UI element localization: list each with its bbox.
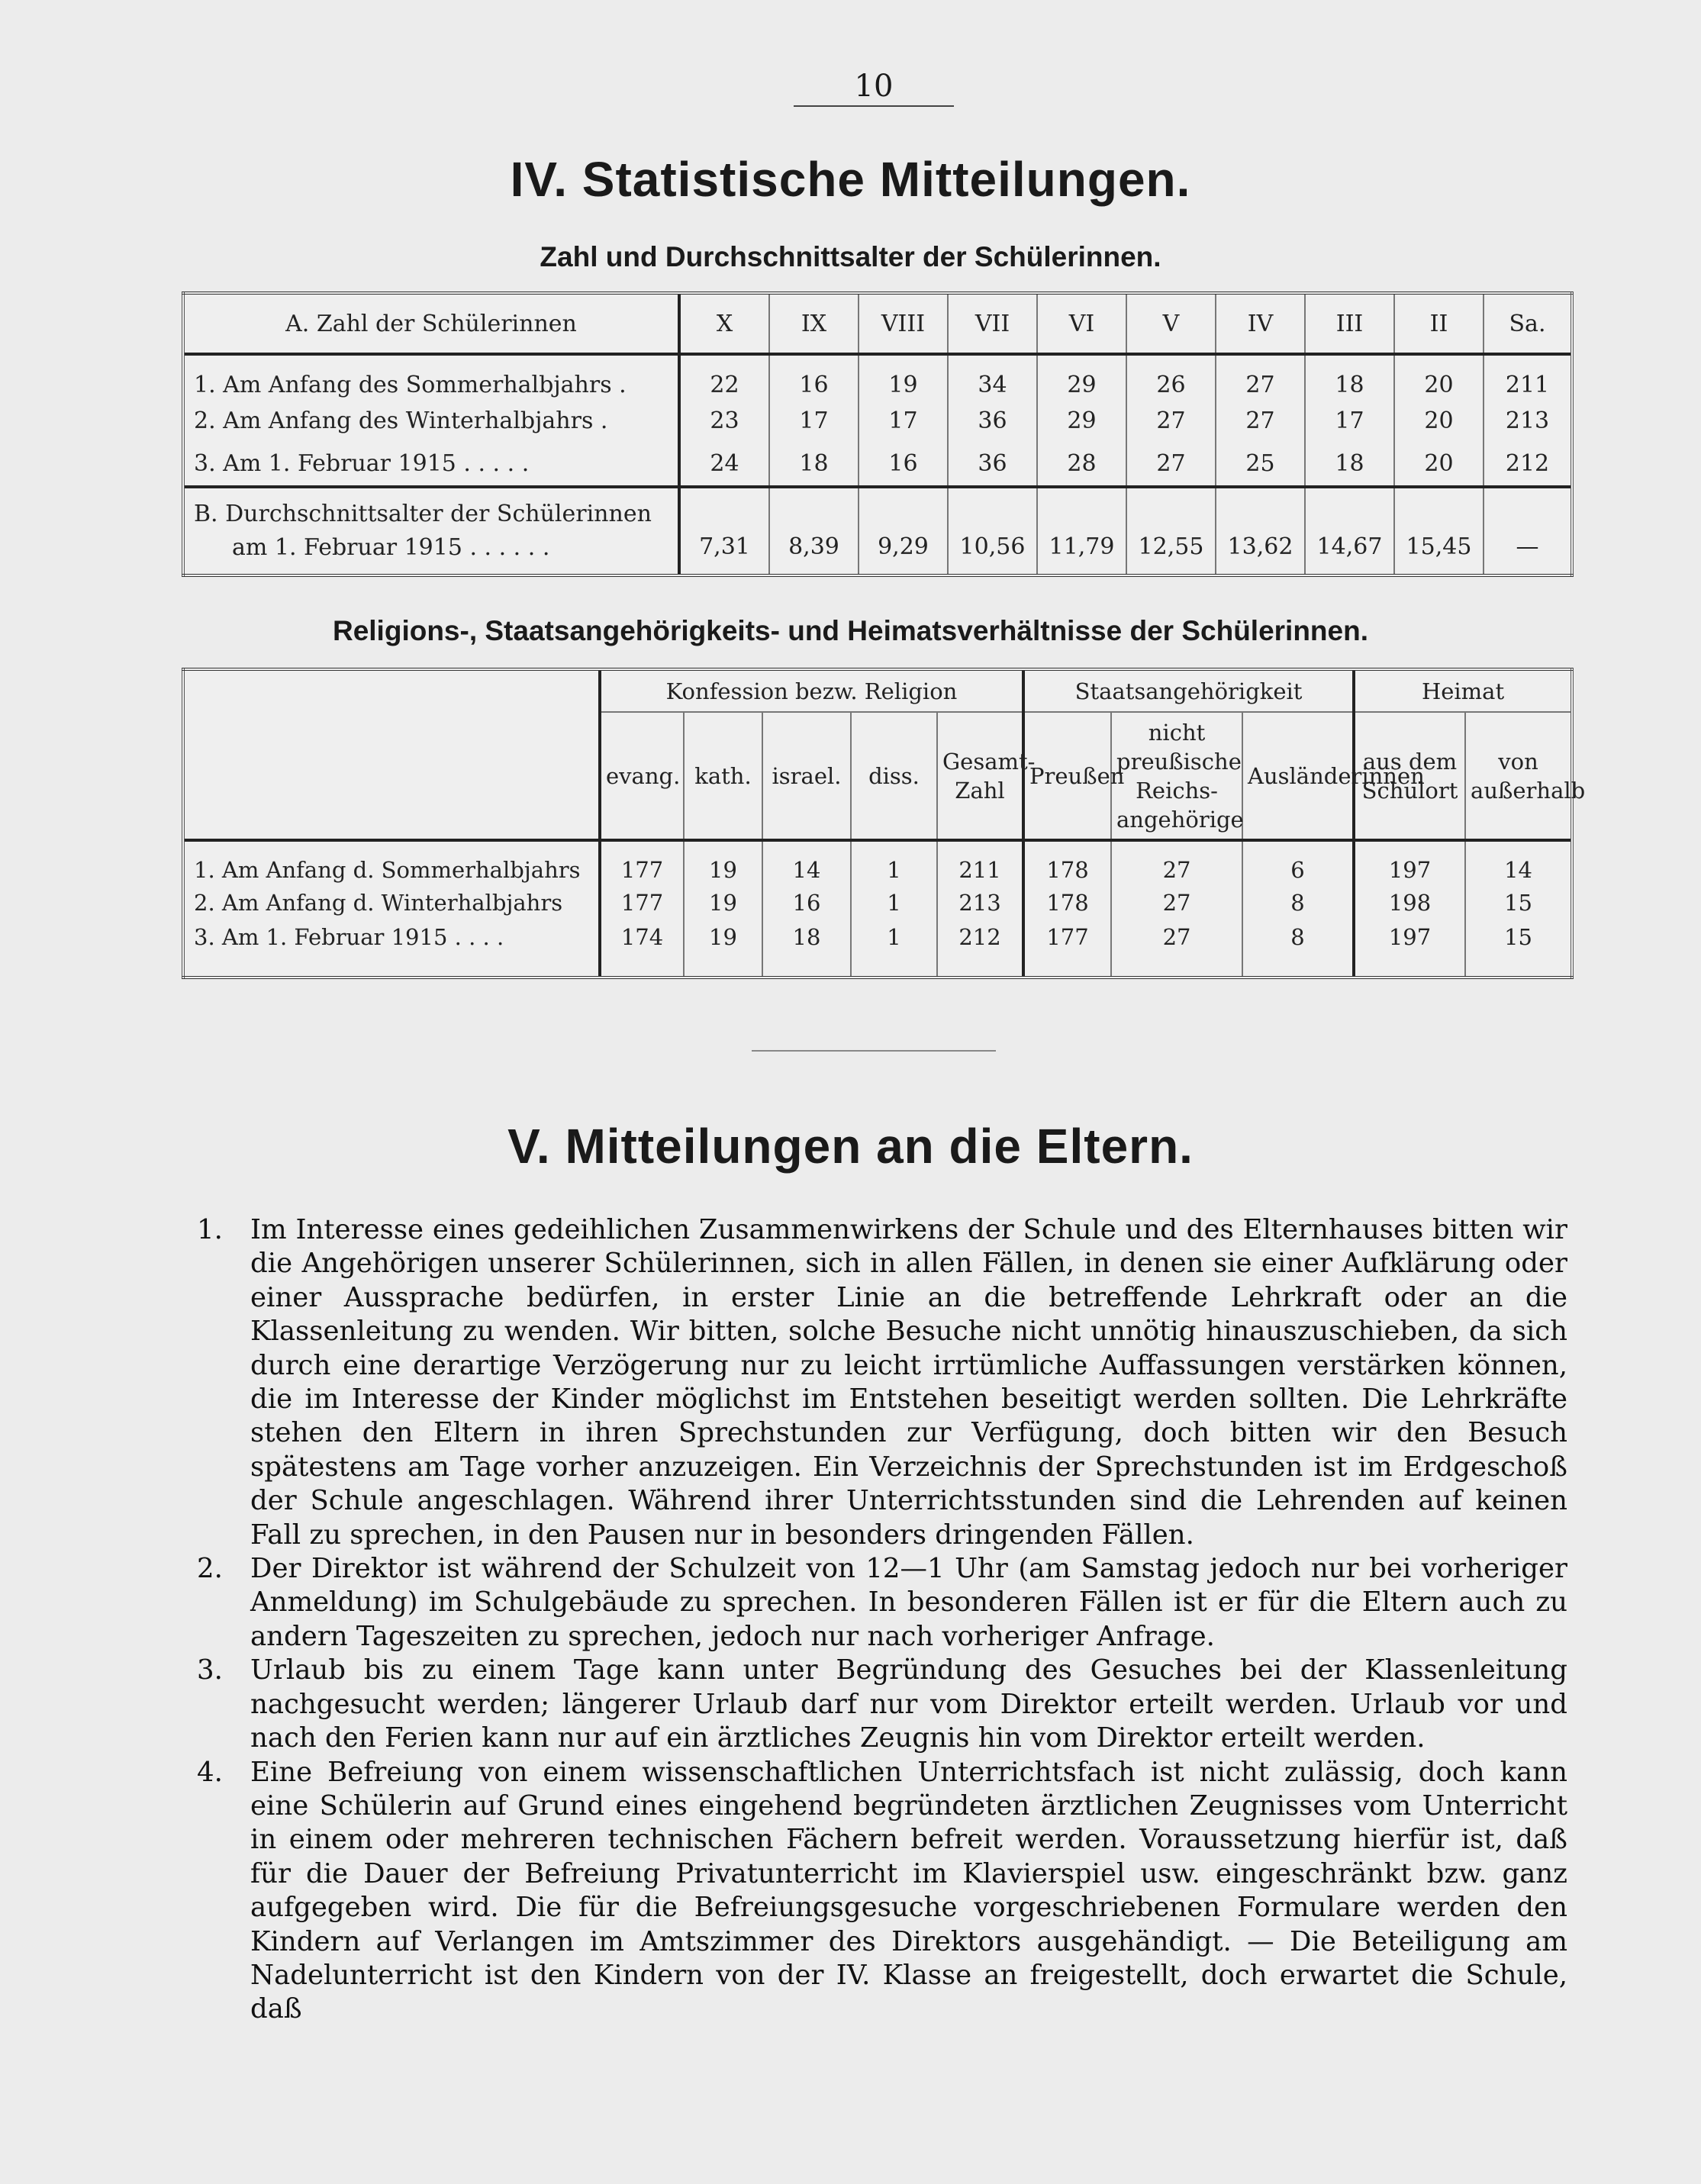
table-cell: 8 — [1242, 920, 1354, 978]
table-cell: 27 — [1216, 400, 1305, 441]
table-cell: 29 — [1037, 400, 1126, 441]
table-cell: 10,56 — [948, 487, 1037, 575]
group-header-religion: Konfession bezw. Religion — [600, 669, 1023, 712]
row-label — [183, 487, 679, 575]
paragraph-text: Urlaub bis zu einem Tage kann unter Begründung des Gesuches bei der Klassenleitung nachgesucht werden; längerer Urlaub darf nur vom Direktor erteilt werden. Urlaub vor und nach den Ferien kann nur auf ein ärztliches Zeugnis hin vom Direktor erteilt werden. — [250, 1654, 1567, 1754]
table-cell: 27 — [1126, 441, 1216, 487]
parent-notices-list — [197, 1213, 1567, 2027]
table-cell: 19 — [684, 920, 762, 978]
table2-col-header: Ausländerinnen — [1242, 712, 1354, 840]
table-cell: 174 — [600, 920, 684, 978]
table-cell: 177 — [600, 886, 684, 920]
table1-col-header: VII — [948, 293, 1037, 354]
row-label: 2. Am Anfang d. Winterhalbjahrs — [183, 886, 600, 920]
section4-title: IV. Statistische Mitteilungen. — [510, 152, 1191, 207]
list-item — [197, 1654, 1567, 1755]
table-cell: — — [1484, 487, 1572, 575]
table2-col-header: von außerhalb — [1465, 712, 1572, 840]
table-cell: 16 — [859, 441, 948, 487]
table1-col-header: II — [1394, 293, 1484, 354]
table-cell: 211 — [1484, 354, 1572, 400]
paragraph-text: Im Interesse eines gedeihlichen Zusammenwirkens der Schule und des Elternhauses bitten wir die Angehörigen unserer Schülerinnen, sich in allen Fällen, in denen sie einer Aufklärung oder einer Aussprache bedürfen, in erster Linie an die betreffende Lehrkraft oder an die Klassenleitung zu wenden. Wir bitten, solche Besuche nicht unnötig hinauszuschieben, da sich durch eine derartige Verzögerung nur zu leicht irrtümliche Auffassungen verstärken können, die im Interesse der Kinder möglichst im Entstehen beseitigt werden sollten. Die Lehrkräfte stehen den Eltern in ihren Sprechstunden zur Verfügung, doch bitten wir den Besuch spätestens am Tage vorher anzuzeigen. Ein Verzeichnis der Sprechstunden ist im Erdgeschoß der Schule angeschlagen. Während ihrer Unterrichtsstunden sind die Lehrenden auf keinen Fall zu sprechen, in den Pausen nur in besonders dringenden Fällen. — [250, 1214, 1567, 1551]
table-cell: 8 — [1242, 886, 1354, 920]
table2-col-header: aus dem Schulort — [1354, 712, 1465, 840]
paragraph-number: 1. — [197, 1214, 223, 1245]
table-cell: 213 — [937, 886, 1023, 920]
table-pupil-count — [182, 292, 1574, 577]
table-cell: 18 — [1305, 354, 1394, 400]
row-label: 3. Am 1. Februar 1915 . . . . . — [183, 441, 679, 487]
paragraph-number: 2. — [197, 1553, 223, 1585]
table1-col-header: X — [679, 293, 769, 354]
table-cell: 29 — [1037, 354, 1126, 400]
table-cell: 20 — [1394, 441, 1484, 487]
row-label: 3. Am 1. Februar 1915 . . . . — [183, 920, 600, 978]
table-cell: 18 — [762, 920, 851, 978]
table2-empty-corner — [183, 669, 600, 840]
table-row — [183, 441, 1572, 487]
table-cell: 1 — [851, 920, 937, 978]
table-cell: 198 — [1354, 886, 1465, 920]
table-cell: 178 — [1023, 886, 1111, 920]
table2-col-header: nicht preußische Reichs-angehörige — [1111, 712, 1242, 840]
table-cell: 19 — [684, 886, 762, 920]
table-cell: 25 — [1216, 441, 1305, 487]
table1-header-label: A. Zahl der Schülerinnen — [183, 293, 679, 354]
table-cell: 22 — [679, 354, 769, 400]
table-cell: 8,39 — [769, 487, 859, 575]
table-row — [183, 400, 1572, 441]
table1-col-header: III — [1305, 293, 1394, 354]
table-cell: 13,62 — [1216, 487, 1305, 575]
table1-title: Zahl und Durchschnittsalter der Schülerinnen. — [540, 241, 1161, 272]
table-cell: 9,29 — [859, 487, 948, 575]
table-cell: 197 — [1354, 920, 1465, 978]
table-cell: 26 — [1126, 354, 1216, 400]
table-cell: 16 — [769, 354, 859, 400]
table-cell: 177 — [1023, 920, 1111, 978]
table2-col-header: kath. — [684, 712, 762, 840]
table-cell: 18 — [1305, 441, 1394, 487]
table1-col-header: IX — [769, 293, 859, 354]
list-item — [197, 1213, 1567, 1552]
table-cell: 6 — [1242, 840, 1354, 886]
table-cell: 14 — [1465, 840, 1572, 886]
table-cell: 211 — [937, 840, 1023, 886]
group-header-home: Heimat — [1354, 669, 1572, 712]
table-cell: 14 — [762, 840, 851, 886]
table-cell: 1 — [851, 886, 937, 920]
table-cell: 36 — [948, 400, 1037, 441]
table2-col-header: Gesamt-Zahl — [937, 712, 1023, 840]
table-row — [183, 354, 1572, 400]
table-cell: 27 — [1111, 920, 1242, 978]
table-row — [183, 886, 1572, 920]
table-cell: 20 — [1394, 354, 1484, 400]
table-row-average-age — [183, 487, 1572, 575]
table-cell: 212 — [937, 920, 1023, 978]
paragraph-text: Eine Befreiung von einem wissenschaftlichen Unterrichtsfach ist nicht zulässig, doch kann eine Schülerin auf Grund eines eingehend begründeten ärztlichen Zeugnisses vom Unterricht in einem oder mehreren technischen Fächern befreit werden. Voraussetzung hierfür ist, daß für die Dauer der Befreiung Privatunterricht im Klavierspiel usw. eingeschränkt bzw. ganz aufgegeben wird. Die für die Befreiungsgesuche vorgeschriebenen Formulare werden den Kindern auf Verlangen im Amtszimmer des Direktors ausgehändigt. — Die Beteiligung am Nadelunterricht ist den Kindern von der IV. Klasse an freigestellt, doch erwartet die Schule, daß — [250, 1756, 1567, 2025]
paragraph-number: 3. — [197, 1654, 223, 1686]
table-cell: 27 — [1126, 400, 1216, 441]
section-divider — [752, 1050, 996, 1052]
table-row — [183, 920, 1572, 978]
table-cell: 24 — [679, 441, 769, 487]
table1-col-header: Sa. — [1484, 293, 1572, 354]
table-cell: 15 — [1465, 920, 1572, 978]
table1-col-header: IV — [1216, 293, 1305, 354]
row-label: 2. Am Anfang des Winterhalbjahrs . — [183, 400, 679, 441]
table-cell: 18 — [769, 441, 859, 487]
table-cell: 1 — [851, 840, 937, 886]
table-cell: 16 — [762, 886, 851, 920]
table-cell: 178 — [1023, 840, 1111, 886]
table-cell: 17 — [859, 400, 948, 441]
table2-col-header: evang. — [600, 712, 684, 840]
table-cell: 15,45 — [1394, 487, 1484, 575]
table-cell: 23 — [679, 400, 769, 441]
list-item — [197, 1756, 1567, 2027]
table-cell: 12,55 — [1126, 487, 1216, 575]
table-cell: 212 — [1484, 441, 1572, 487]
table-cell: 15 — [1465, 886, 1572, 920]
table-cell: 177 — [600, 840, 684, 886]
table-cell: 27 — [1216, 354, 1305, 400]
table-cell: 17 — [1305, 400, 1394, 441]
table-cell: 19 — [859, 354, 948, 400]
table-cell: 34 — [948, 354, 1037, 400]
avg-label-line2: am 1. Februar 1915 . . . . . . — [232, 534, 550, 561]
table2-col-header: diss. — [851, 712, 937, 840]
row-label: 1. Am Anfang des Sommerhalbjahrs . — [183, 354, 679, 400]
table-cell: 11,79 — [1037, 487, 1126, 575]
table-cell: 27 — [1111, 840, 1242, 886]
table2-title: Religions-, Staatsangehörigkeits- und Heimatsverhältnisse der Schülerinnen. — [332, 615, 1368, 646]
table1-col-header: VIII — [859, 293, 948, 354]
table1-col-header: V — [1126, 293, 1216, 354]
table-cell: 20 — [1394, 400, 1484, 441]
table-cell: 27 — [1111, 886, 1242, 920]
table-cell: 197 — [1354, 840, 1465, 886]
table-cell: 19 — [684, 840, 762, 886]
avg-label-line1: B. Durchschnittsalter der Schülerinnen — [194, 501, 652, 527]
table-cell: 17 — [769, 400, 859, 441]
table-cell: 213 — [1484, 400, 1572, 441]
section5-title: V. Mitteilungen an die Eltern. — [507, 1119, 1194, 1174]
list-item — [197, 1552, 1567, 1654]
table-row — [183, 840, 1572, 886]
table-cell: 14,67 — [1305, 487, 1394, 575]
table-cell: 28 — [1037, 441, 1126, 487]
page-number: 10 — [794, 67, 954, 107]
table-cell: 36 — [948, 441, 1037, 487]
table-religion-nationality — [182, 668, 1586, 979]
group-header-nationality: Staatsangehörigkeit — [1023, 669, 1354, 712]
table2-col-header: israel. — [762, 712, 851, 840]
paragraph-number: 4. — [197, 1756, 223, 1788]
table2-col-header: Preußen — [1023, 712, 1111, 840]
table1-col-header: VI — [1037, 293, 1126, 354]
table-cell: 7,31 — [679, 487, 769, 575]
paragraph-text: Der Direktor ist während der Schulzeit von 12—1 Uhr (am Samstag jedoch nur bei vorheriger Anmeldung) im Schulgebäude zu sprechen. In besonderen Fällen ist er für die Eltern auch zu andern Tageszeiten zu sprechen, jedoch nur nach vorheriger Anfrage. — [250, 1553, 1567, 1652]
row-label: 1. Am Anfang d. Sommerhalbjahrs — [183, 840, 600, 886]
